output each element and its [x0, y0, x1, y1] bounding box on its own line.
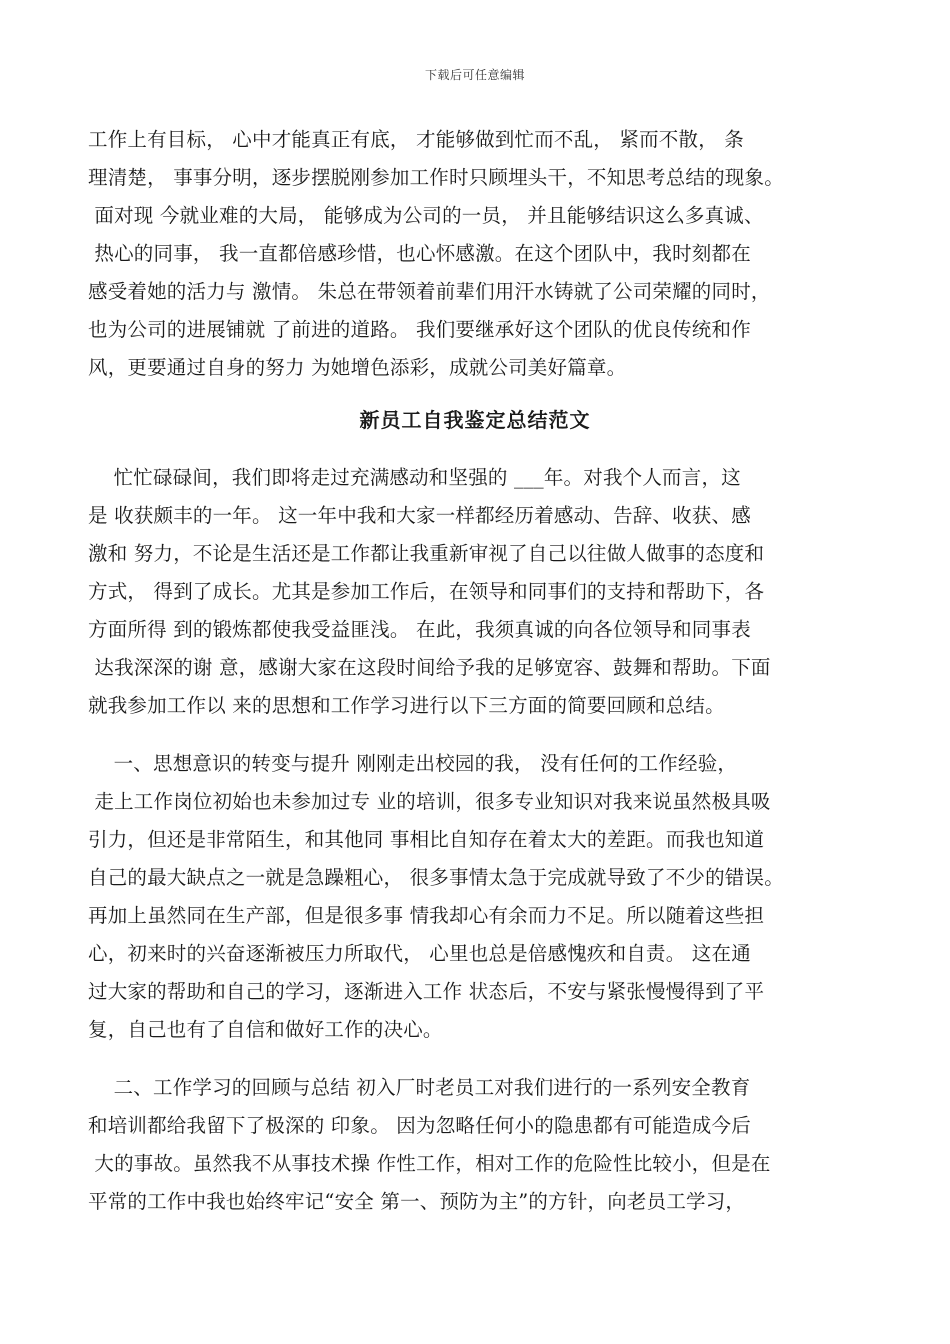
- body-line: 热心的同事， 我一直都倍感珍惜，也心怀感激。在这个团队中，我时刻都在: [88, 242, 751, 265]
- body-line: 引力，但还是非常陌生，和其他同 事相比自知存在着太大的差距。而我也知道: [88, 828, 765, 851]
- body-line: 是 收获颇丰的一年。 这一年中我和大家一样都经历着感动、告辞、收获、感: [88, 504, 751, 527]
- page-header: 下载后可任意编辑: [424, 68, 525, 82]
- body-line: 复，自己也有了自信和做好工作的决心。: [88, 1018, 443, 1041]
- body-line: 再加上虽然同在生产部，但是很多事 情我却心有余而力不足。所以随着这些担: [88, 904, 765, 927]
- body-line: 平常的工作中我也始终牢记“安全 第一、预防为主”的方针，向老员工学习，: [88, 1190, 746, 1213]
- body-line: 风，更要通过自身的努力 为她增色添彩，成就公司美好篇章。: [88, 356, 627, 379]
- body-line: 达我深深的谢 意，感谢大家在这段时间给予我的足够宽容、鼓舞和帮助。下面: [88, 656, 771, 679]
- body-line: 就我参加工作以 来的思想和工作学习进行以下三方面的简要回顾和总结。: [88, 694, 725, 717]
- body-line: 也为公司的进展铺就 了前进的道路。 我们要继承好这个团队的优良传统和作: [88, 318, 751, 341]
- section-title: 新员工自我鉴定总结范文: [359, 408, 591, 432]
- body-line: 面对现 今就业难的大局， 能够成为公司的一员， 并且能够结识这么多真诚、: [88, 204, 764, 227]
- body-line: 一、思想意识的转变与提升 刚刚走出校园的我， 没有任何的工作经验，: [88, 752, 738, 775]
- body-line: 感受着她的活力与 激情。 朱总在带领着前辈们用汗水铸就了公司荣耀的同时，: [88, 280, 771, 303]
- body-line: 工作上有目标， 心中才能真正有底， 才能够做到忙而不乱， 紧而不散， 条: [88, 128, 744, 151]
- body-line: 激和 努力，不论是生活还是工作都让我重新审视了自己以往做人做事的态度和: [88, 542, 765, 565]
- body-line: 忙忙碌碌间，我们即将走过充满感动和坚强的 ___年。对我个人而言，这: [88, 466, 741, 489]
- body-line: 走上工作岗位初始也未参加过专 业的培训，很多专业知识对我来说虽然极具吸: [88, 790, 771, 813]
- body-line: 大的事故。虽然我不从事技术操 作性工作，相对工作的危险性比较小，但是在: [88, 1152, 771, 1175]
- body-line: 方式， 得到了成长。尤其是参加工作后，在领导和同事们的支持和帮助下，各: [88, 580, 765, 603]
- body-line: 过大家的帮助和自己的学习，逐渐进入工作 状态后，不安与紧张慢慢得到了平: [88, 980, 765, 1003]
- body-line: 方面所得 到的锻炼都使我受益匪浅。 在此，我须真诚的向各位领导和同事表: [88, 618, 751, 641]
- body-line: 心，初来时的兴奋逐渐被压力所取代， 心里也总是倍感愧疚和自责。 这在通: [88, 942, 751, 965]
- body-line: 理清楚， 事事分明，逐步摆脱刚参加工作时只顾埋头干，不知思考总结的现象。: [88, 166, 784, 189]
- body-line: 和培训都给我留下了极深的 印象。 因为忽略任何小的隐患都有可能造成今后: [88, 1114, 751, 1137]
- body-line: 自己的最大缺点之一就是急躁粗心， 很多事情太急于完成就导致了不少的错误。: [88, 866, 784, 889]
- body-line: 二、工作学习的回顾与总结 初入厂时老员工对我们进行的一系列安全教育: [88, 1076, 751, 1099]
